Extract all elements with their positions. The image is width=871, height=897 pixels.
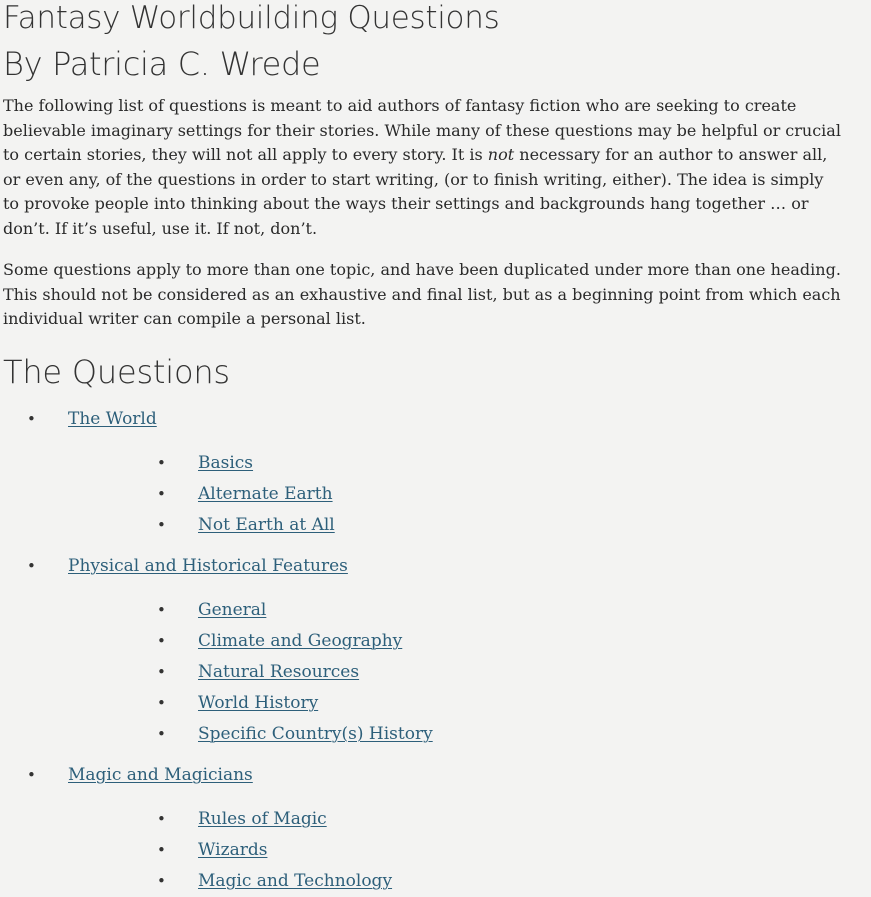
intro-p1-before: The following list of questions is meant to aid authors of fantasy fiction who are seeking to create believable imaginary settings for their stories. While many of these questions may be helpful or crucial to certain stories, they will not all apply to every story. It is xyxy=(3,96,841,164)
toc-section xyxy=(3,551,871,750)
bullet: • xyxy=(157,871,166,890)
toc-section xyxy=(3,404,871,541)
toc-link-general[interactable]: General xyxy=(198,599,267,620)
toc-section xyxy=(3,760,871,897)
intro-p1-emphasis: not xyxy=(487,145,515,164)
title-line-2-author: By Patricia C. Wrede xyxy=(3,45,321,83)
bullet: • xyxy=(157,840,166,859)
bullet: • xyxy=(157,631,166,650)
intro-p1-after: necessary for an author to answer all, or even any, of the questions in order to start writing, (or to finish writing, either). The idea is simply to provoke people into thinking about the ways their settings and backgrounds hang together … or don’t. If it’s useful, use it. If not, don’t. xyxy=(3,145,828,238)
toc-subitem xyxy=(68,835,871,866)
toc-subitem xyxy=(68,626,871,657)
toc-link-rules-of-magic[interactable]: Rules of Magic xyxy=(198,808,327,829)
toc-sublist xyxy=(68,595,871,750)
toc-link-magic-technology[interactable]: Magic and Technology xyxy=(198,870,393,891)
bullet: • xyxy=(157,809,166,828)
toc-sublist xyxy=(68,804,871,897)
page-title xyxy=(3,0,871,82)
bullet: • xyxy=(27,409,36,428)
toc-subitem xyxy=(68,595,871,626)
bullet: • xyxy=(157,453,166,472)
bullet: • xyxy=(157,484,166,503)
toc-subitem xyxy=(68,866,871,897)
bullet: • xyxy=(27,556,36,575)
toc-subitem xyxy=(68,448,871,479)
questions-toc xyxy=(3,404,871,897)
toc-sublist xyxy=(68,448,871,541)
toc-link-the-world[interactable]: The World xyxy=(68,408,157,429)
toc-link-wizards[interactable]: Wizards xyxy=(198,839,268,860)
toc-subitem xyxy=(68,719,871,750)
bullet: • xyxy=(157,600,166,619)
toc-subitem xyxy=(68,657,871,688)
title-line-1: Fantasy Worldbuilding Questions xyxy=(3,0,500,36)
toc-link-natural-resources[interactable]: Natural Resources xyxy=(198,661,360,682)
toc-link-alternate-earth[interactable]: Alternate Earth xyxy=(198,483,333,504)
intro-paragraph-2: Some questions apply to more than one topic, and have been duplicated under more than one heading. This should not be considered as an exhaustive and final list, but as a beginning point from which each individual writer can compile a personal list. xyxy=(3,260,841,328)
toc-link-not-earth-at-all[interactable]: Not Earth at All xyxy=(198,514,335,535)
bullet: • xyxy=(157,662,166,681)
bullet: • xyxy=(157,693,166,712)
bullet: • xyxy=(157,724,166,743)
toc-link-world-history[interactable]: World History xyxy=(198,692,319,713)
toc-link-climate-geography[interactable]: Climate and Geography xyxy=(198,630,403,651)
toc-link-magic-magicians[interactable]: Magic and Magicians xyxy=(68,764,253,785)
toc-link-physical-historical[interactable]: Physical and Historical Features xyxy=(68,555,348,576)
toc-link-basics[interactable]: Basics xyxy=(198,452,254,473)
toc-subitem xyxy=(68,804,871,835)
toc-subitem xyxy=(68,479,871,510)
bullet: • xyxy=(157,515,166,534)
toc-link-specific-country-history[interactable]: Specific Country(s) History xyxy=(198,723,433,744)
toc-subitem xyxy=(68,688,871,719)
questions-heading: The Questions xyxy=(3,352,230,391)
intro-paragraph-1 xyxy=(3,94,843,241)
bullet: • xyxy=(27,765,36,784)
toc-subitem xyxy=(68,510,871,541)
